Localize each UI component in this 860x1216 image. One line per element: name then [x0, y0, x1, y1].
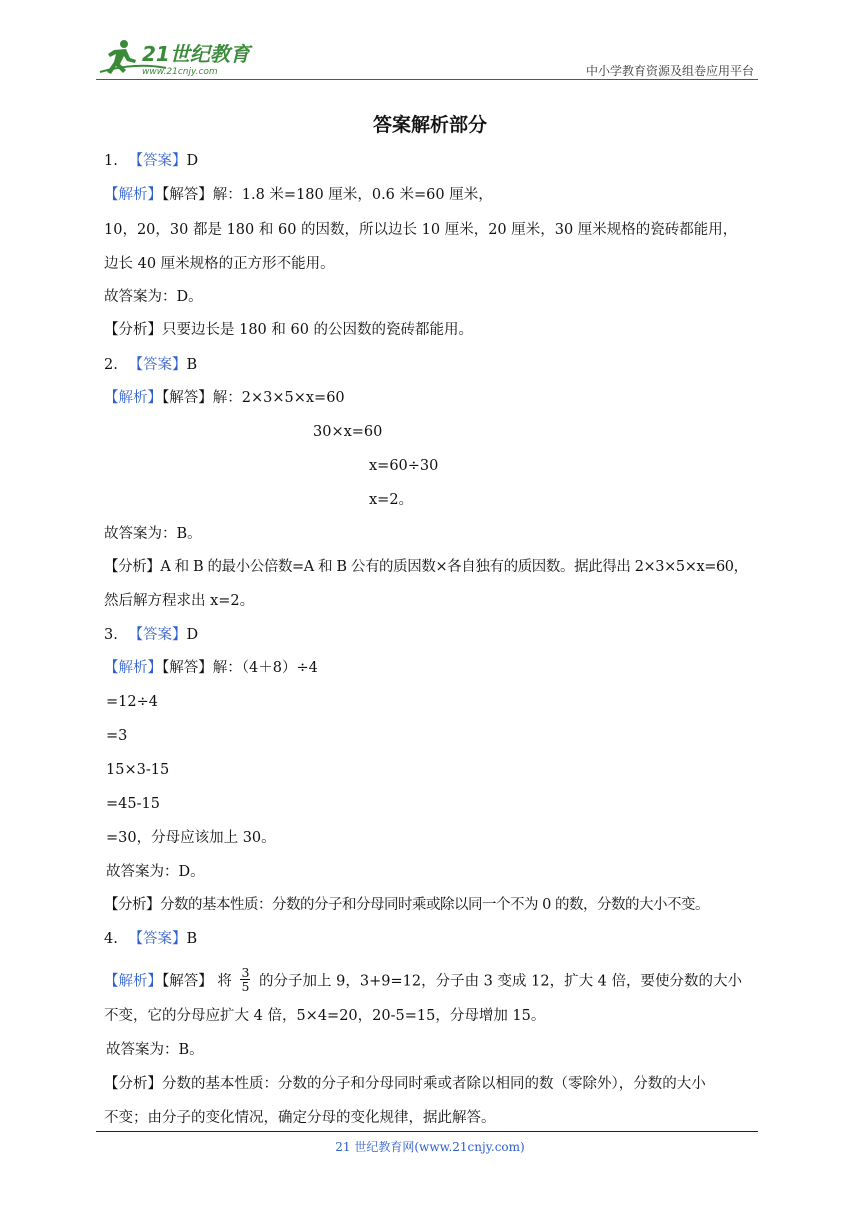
q3-line-2: =12÷4: [106, 694, 158, 710]
page-title: 答案解析部分: [372, 114, 487, 136]
q4-line-3: 故答案为：B。: [106, 1042, 204, 1058]
q2-jiexi-tag: 【解析】: [104, 390, 162, 406]
q1-answer: D: [186, 153, 199, 169]
q2-line-7: 然后解方程求出 x=2。: [104, 593, 255, 609]
q3-line-5: =45-15: [106, 796, 160, 812]
q1-analysis: 【分析】只要边长是 180 和 60 的公因数的瓷砖都能用。: [104, 322, 474, 338]
q3-jiexi-tag: 【解析】: [104, 660, 162, 676]
q3-line-1: 【解答】解：（4＋8）÷4: [162, 660, 318, 676]
q2-answer-tag: 【答案】: [128, 357, 187, 373]
platform-name: 中小学教育资源及组卷应用平台: [585, 64, 754, 78]
fraction-denominator: 5: [241, 979, 250, 994]
q4-answer-line: [104, 929, 197, 949]
q2-line-3: x=60÷30: [369, 458, 439, 474]
q3-answer-tag: 【答案】: [128, 627, 187, 643]
q4-line-5: 不变；由分子的变化情况，确定分母的变化规律，据此解答。: [104, 1110, 496, 1126]
q1-line-1: 【解答】解：1.8 米=180 厘米，0.6 米=60 厘米，: [162, 187, 493, 203]
logo-text: 21世纪教育: [142, 42, 250, 66]
q4-line-2: 不变，它的分母应扩大 4 倍，5×4=20，20-5=15，分母增加 15。: [104, 1008, 546, 1024]
logo-url: www.21cnjy.com: [142, 67, 218, 77]
q2-line-5: 故答案为：B。: [104, 526, 202, 542]
header-divider: [96, 79, 758, 80]
q4-solution-line: [104, 965, 743, 995]
q4-line-1-prefix: 【解答】 将: [162, 973, 232, 990]
q3-line-6: =30，分母应该加上 30。: [106, 830, 276, 846]
site-logo: [96, 38, 266, 78]
footer-divider: [96, 1131, 758, 1132]
q3-line-3: =3: [106, 728, 128, 744]
q3-analysis: 【分析】分数的基本性质：分数的分子和分母同时乘或除以同一个不为 0 的数，分数的大小不变。: [104, 897, 709, 913]
q2-solution-line: [104, 388, 345, 408]
q3-solution-line: [104, 658, 318, 678]
q1-answer-line: [104, 151, 198, 171]
q1-answer-tag: 【答案】: [128, 153, 187, 169]
q4-jiexi-tag: 【解析】: [104, 973, 162, 990]
q1-solution-line: [104, 185, 493, 205]
q3-number: 3.: [104, 627, 118, 643]
q3-line-4: 15×3-15: [106, 762, 170, 778]
fraction-numerator: 3: [241, 965, 250, 980]
q4-answer: B: [186, 931, 198, 947]
q1-line-4: 故答案为：D。: [104, 289, 203, 305]
q2-line-1: 【解答】解：2×3×5×x=60: [162, 390, 345, 406]
q2-answer: B: [186, 357, 198, 373]
q4-line-1-suffix: 的分子加上 9，3+9=12，分子由 3 变成 12，扩大 4 倍，要使分数的大小: [259, 973, 743, 990]
q1-line-2: 10，20，30 都是 180 和 60 的因数，所以边长 10 厘米，20 厘米，30 厘米规格的瓷砖都能用，: [104, 222, 738, 238]
q1-number: 1.: [104, 153, 118, 169]
q3-line-7: 故答案为：D。: [106, 864, 205, 880]
q2-number: 2.: [104, 357, 118, 373]
q2-line-4: x=2。: [369, 492, 414, 508]
q1-line-3: 边长 40 厘米规格的正方形不能用。: [104, 256, 335, 272]
q2-analysis: 【分析】A 和 B 的最小公倍数=A 和 B 公有的质因数×各自独有的质因数。据此得出 2×3×5×x=60，: [104, 559, 748, 575]
q2-answer-line: [104, 355, 197, 375]
q3-answer-line: [104, 625, 198, 645]
q4-answer-tag: 【答案】: [128, 931, 187, 947]
fraction-three-fifths: [240, 966, 250, 993]
q2-line-2: 30×x=60: [313, 424, 383, 440]
q1-jiexi-tag: 【解析】: [104, 187, 162, 203]
q4-number: 4.: [104, 931, 118, 947]
q4-analysis: 【分析】分数的基本性质：分数的分子和分母同时乘或者除以相同的数（零除外），分数的大小: [104, 1076, 706, 1092]
q3-answer: D: [186, 627, 199, 643]
footer-link[interactable]: 21 世纪教育网(www.21cnjy.com): [335, 1140, 525, 1154]
